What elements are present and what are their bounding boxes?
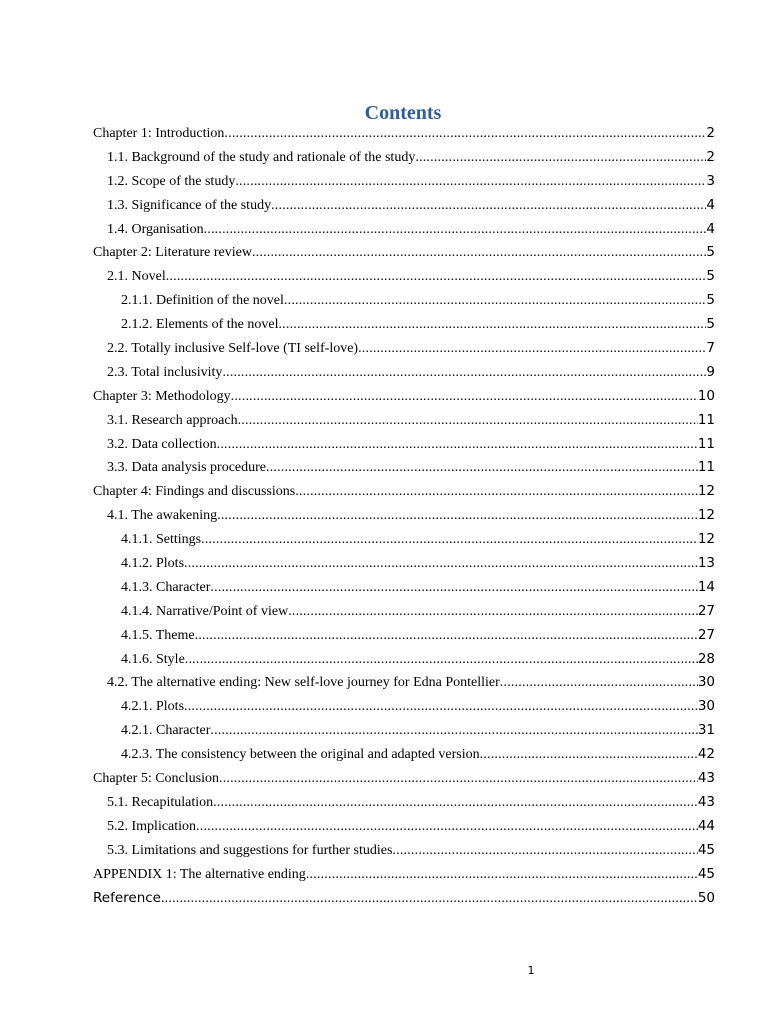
toc-entry-label: Chapter 3: Methodology xyxy=(93,388,231,404)
toc-entry-label: 4.2. The alternative ending: New self-love journey for Edna Pontellier xyxy=(107,675,500,691)
toc-entry-page: 43 xyxy=(697,793,715,810)
toc-entry-page: 31 xyxy=(697,722,715,739)
contents-title: Contents xyxy=(364,102,442,124)
toc-entry[interactable] xyxy=(93,456,715,480)
toc-entry[interactable] xyxy=(93,863,715,887)
toc-entry-page: 5 xyxy=(706,292,715,309)
toc-entry-page: 5 xyxy=(706,316,715,333)
toc-entry-label: 4.2.3. The consistency between the original and adapted version xyxy=(121,747,480,763)
toc-entry-page: 12 xyxy=(697,531,715,548)
toc-dot-leader xyxy=(231,385,698,409)
toc-entry[interactable] xyxy=(93,241,715,265)
toc-dot-leader xyxy=(238,409,698,433)
toc-entry-page: 43 xyxy=(697,770,715,787)
toc-entry-page: 10 xyxy=(697,387,715,404)
toc-entry-label: 2.1. Novel xyxy=(107,269,166,285)
toc-entry[interactable] xyxy=(93,815,715,839)
toc-dot-leader xyxy=(184,552,698,576)
toc-entry[interactable] xyxy=(93,743,715,767)
toc-entry-page: 9 xyxy=(706,363,715,380)
toc-entry-label: 4.2.1. Character xyxy=(121,723,211,739)
toc-entry-label: 1.1. Background of the study and rationale of the study xyxy=(107,149,416,165)
toc-dot-leader xyxy=(196,815,698,839)
toc-entry[interactable] xyxy=(93,433,715,457)
toc-entry-label: 2.1.1. Definition of the novel xyxy=(121,293,284,309)
toc-dot-leader xyxy=(210,719,697,743)
toc-dot-leader xyxy=(185,648,698,672)
toc-entry-page: 2 xyxy=(706,125,715,141)
toc-entry-page: 14 xyxy=(697,578,715,595)
toc-entry[interactable] xyxy=(93,122,715,146)
page-number: 1 xyxy=(527,964,535,977)
toc-entry-page: 2 xyxy=(706,148,715,165)
toc-entry-label: 3.2. Data collection xyxy=(107,436,217,452)
toc-entry-label: 4.1.1. Settings xyxy=(121,532,202,548)
toc-entry-page: 50 xyxy=(697,889,715,906)
toc-entry[interactable] xyxy=(93,648,715,672)
toc-entry-page: 11 xyxy=(697,435,715,452)
table-of-contents xyxy=(93,122,715,910)
toc-dot-leader xyxy=(184,695,698,719)
toc-entry-label: Chapter 1: Introduction xyxy=(93,126,225,141)
toc-entry-page: 45 xyxy=(697,865,715,882)
toc-entry-label: 2.3. Total inclusivity xyxy=(107,364,223,380)
toc-entry-page: 28 xyxy=(697,650,715,667)
toc-entry-label: 3.1. Research approach xyxy=(107,412,238,428)
toc-dot-leader xyxy=(166,265,707,289)
toc-entry[interactable] xyxy=(93,671,715,695)
toc-entry-page: 12 xyxy=(697,483,715,500)
toc-entry-label: Chapter 4: Findings and discussions xyxy=(93,484,296,500)
toc-entry-page: 11 xyxy=(697,459,715,476)
toc-dot-leader xyxy=(195,624,698,648)
toc-entry[interactable] xyxy=(93,528,715,552)
toc-entry-page: 13 xyxy=(697,555,715,572)
toc-dot-leader xyxy=(295,480,698,504)
toc-entry-page: 11 xyxy=(697,411,715,428)
toc-entry-page: 3 xyxy=(706,172,715,189)
toc-entry[interactable] xyxy=(93,695,715,719)
toc-entry-label: 1.2. Scope of the study xyxy=(107,173,236,189)
toc-entry[interactable] xyxy=(93,504,715,528)
toc-dot-leader xyxy=(306,863,698,887)
toc-entry[interactable] xyxy=(93,313,715,337)
toc-entry-label: 3.3. Data analysis procedure xyxy=(107,460,266,476)
toc-entry[interactable] xyxy=(93,146,715,170)
toc-entry[interactable] xyxy=(93,265,715,289)
toc-entry-label: 1.3. Significance of the study xyxy=(107,197,272,213)
toc-entry-label: 4.1.2. Plots xyxy=(121,556,185,572)
toc-dot-leader xyxy=(161,887,698,911)
toc-dot-leader xyxy=(284,289,706,313)
toc-dot-leader xyxy=(219,767,698,791)
toc-entry-page: 27 xyxy=(697,626,715,643)
toc-entry[interactable] xyxy=(93,600,715,624)
toc-entry-label: 4.1. The awakening xyxy=(107,508,218,524)
toc-dot-leader xyxy=(213,791,698,815)
toc-dot-leader xyxy=(217,433,698,457)
toc-entry[interactable] xyxy=(93,767,715,791)
toc-entry-label: Chapter 2: Literature review xyxy=(93,245,252,261)
toc-entry-page: 7 xyxy=(706,340,715,357)
toc-entry-page: 30 xyxy=(697,674,715,691)
toc-entry[interactable] xyxy=(93,576,715,600)
toc-entry[interactable] xyxy=(93,218,715,242)
toc-dot-leader xyxy=(278,313,706,337)
toc-entry-page: 12 xyxy=(697,507,715,524)
toc-entry-label: 2.2. Totally inclusive Self-love (TI self-love) xyxy=(107,341,359,357)
toc-entry-label: 2.1.2. Elements of the novel xyxy=(121,317,279,333)
toc-entry-label: 4.1.6. Style xyxy=(121,651,185,667)
toc-entry[interactable] xyxy=(93,289,715,313)
toc-entry[interactable] xyxy=(93,719,715,743)
toc-dot-leader xyxy=(271,194,706,218)
toc-dot-leader xyxy=(288,600,698,624)
toc-entry[interactable] xyxy=(93,194,715,218)
toc-entry[interactable] xyxy=(93,409,715,433)
toc-entry-page: 42 xyxy=(697,746,715,763)
toc-entry-label: Chapter 5: Conclusion xyxy=(93,771,219,787)
toc-dot-leader xyxy=(500,671,698,695)
toc-entry-label: 4.1.3. Character xyxy=(121,579,211,595)
toc-entry[interactable] xyxy=(93,337,715,361)
toc-entry-page: 30 xyxy=(697,698,715,715)
toc-entry[interactable] xyxy=(93,552,715,576)
toc-entry[interactable] xyxy=(93,839,715,863)
toc-dot-leader xyxy=(266,456,698,480)
toc-entry[interactable] xyxy=(93,480,715,504)
toc-dot-leader xyxy=(224,122,706,146)
toc-entry-label: 4.1.4. Narrative/Point of view xyxy=(121,603,289,619)
toc-dot-leader xyxy=(235,170,706,194)
toc-dot-leader xyxy=(201,528,698,552)
toc-entry-label: 5.3. Limitations and suggestions for further studies xyxy=(107,842,393,858)
toc-entry[interactable] xyxy=(93,887,715,911)
toc-entry[interactable] xyxy=(93,170,715,194)
toc-dot-leader xyxy=(392,839,697,863)
toc-entry-page: 4 xyxy=(706,196,715,213)
toc-entry-page: 5 xyxy=(706,268,715,285)
toc-dot-leader xyxy=(480,743,698,767)
toc-dot-leader xyxy=(415,146,706,170)
toc-entry-label: 4.2.1. Plots xyxy=(121,699,185,715)
toc-entry-label: 1.4. Organisation xyxy=(107,221,204,237)
toc-entry-label: 4.1.5. Theme xyxy=(121,627,195,643)
toc-entry-label: Reference xyxy=(93,889,161,906)
toc-dot-leader xyxy=(204,218,707,242)
toc-entry-label: 5.1. Recapitulation xyxy=(107,794,214,810)
toc-dot-leader xyxy=(252,241,706,265)
toc-entry[interactable] xyxy=(93,361,715,385)
toc-entry-label: APPENDIX 1: The alternative ending xyxy=(93,866,306,882)
toc-entry[interactable] xyxy=(93,385,715,409)
toc-entry-label: 5.2. Implication xyxy=(107,818,197,834)
toc-entry[interactable] xyxy=(93,624,715,648)
toc-entry-page: 44 xyxy=(697,817,715,834)
toc-dot-leader xyxy=(222,361,706,385)
toc-entry-page: 45 xyxy=(697,841,715,858)
toc-dot-leader xyxy=(358,337,706,361)
toc-entry-page: 27 xyxy=(697,602,715,619)
toc-entry-page: 4 xyxy=(706,220,715,237)
toc-dot-leader xyxy=(217,504,698,528)
toc-entry[interactable] xyxy=(93,791,715,815)
toc-dot-leader xyxy=(210,576,697,600)
toc-entry-page: 5 xyxy=(706,244,715,261)
